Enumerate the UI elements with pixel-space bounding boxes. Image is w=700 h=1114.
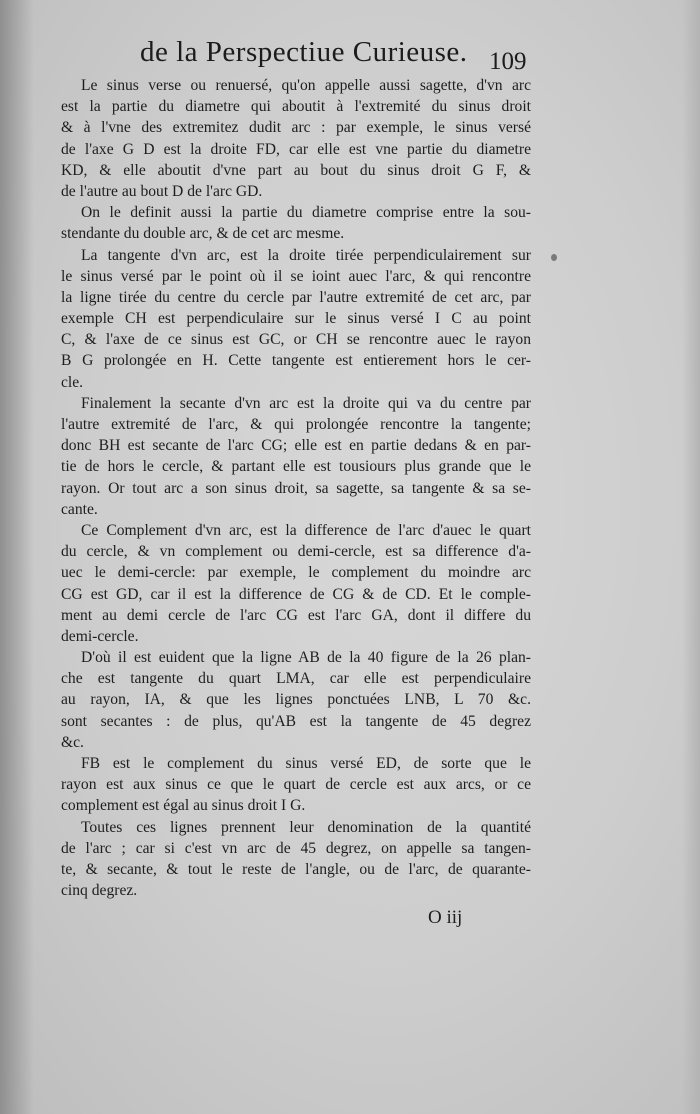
text-line: te, & secante, & tout le reste de l'angle, ou de l'arc, de quarante- xyxy=(61,860,531,878)
text-line: FB est le complement du sinus versé ED, de sorte que le xyxy=(81,755,531,772)
text-line: rayon est aux sinus ce que le quart de cercle est aux arcs, or ce xyxy=(61,776,531,794)
text-line: de l'autre au bout D de l'arc GD. xyxy=(61,182,263,200)
text-line: B G prolongée en H. Cette tangente est entierement hors le cer- xyxy=(61,352,531,370)
text-line: stendante du double arc, & de cet arc mesme. xyxy=(61,225,345,243)
text-line: che est tangente du quart LMA, car elle est perpendiculaire xyxy=(61,670,531,688)
text-line: au rayon, IA, & que les lignes ponctuées LNB, L 70 &c. xyxy=(61,691,531,709)
text-line: cante. xyxy=(61,500,98,518)
ink-spot xyxy=(551,254,557,261)
paragraph xyxy=(61,753,531,817)
text-line: complement est égal au sinus droit I G. xyxy=(61,797,306,815)
text-line: exemple CH est perpendiculaire sur le sinus versé I C au point xyxy=(61,310,531,328)
text-line: Le sinus verse ou renuersé, qu'on appelle aussi sagette, d'vn arc xyxy=(81,77,531,94)
text-line: Toutes ces lignes prennent leur denomination de la quantité xyxy=(81,818,531,836)
paragraph xyxy=(61,245,531,393)
text-line: On le definit aussi la partie du diametre comprise entre la sou- xyxy=(81,204,531,222)
text-line: donc BH est secante de l'arc CG; elle est en partie dedans & en par- xyxy=(61,437,531,455)
text-line: & à l'vne des extremitez dudit arc : par exemple, le sinus versé xyxy=(61,119,531,137)
text-line: de l'arc ; car si c'est vn arc de 45 degrez, on appelle sa tangen- xyxy=(61,839,531,857)
text-line: CG est GD, car il est la difference de CG & de CD. Et le comple- xyxy=(61,585,531,603)
page-number: 109 xyxy=(489,48,527,75)
text-line: C, & l'axe de ce sinus est GC, or CH se rencontre auec le rayon xyxy=(61,331,531,349)
text-line: de l'axe G D est la droite FD, car elle est vne partie du diametre xyxy=(61,140,531,158)
text-line: demi-cercle. xyxy=(61,627,139,645)
text-line: l'autre extremité de l'arc, & qui prolongée rencontre la tangente; xyxy=(61,416,531,433)
text-line: D'où il est euident que la ligne AB de la 40 figure de la 26 plan- xyxy=(81,649,531,667)
body-text xyxy=(61,75,531,901)
running-title: de la Perspectiue Curieuse. xyxy=(140,36,468,68)
paragraph xyxy=(61,817,531,902)
text-line: cinq degrez. xyxy=(61,882,138,900)
text-line: Finalement la secante d'vn arc est la droite qui va du centre par xyxy=(81,394,531,412)
text-line: la ligne tirée du centre du cercle par l'autre extremité de cet arc, par xyxy=(61,288,531,306)
text-line: le sinus versé par le point où il se ioint auec l'arc, & qui rencontre xyxy=(61,267,531,285)
text-line: KD, & elle aboutit d'vne part au bout du sinus droit G F, & xyxy=(61,161,531,179)
text-line: sont secantes : de plus, qu'AB est la tangente de 45 degrez xyxy=(61,712,531,730)
text-line: La tangente d'vn arc, est la droite tirée perpendiculairement sur xyxy=(81,246,531,264)
text-line: ment au demi cercle de l'arc CG est l'arc GA, dont il differe du xyxy=(61,606,531,624)
paragraph xyxy=(61,202,531,244)
text-line: est la partie du diametre qui aboutit à l'extremité du sinus droit xyxy=(61,98,531,116)
text-line: &c. xyxy=(61,733,84,751)
text-line: du cercle, & vn complement ou demi-cercle, est sa difference d'a- xyxy=(61,543,531,561)
text-line: cle. xyxy=(61,373,84,391)
paragraph xyxy=(61,75,531,202)
paragraph xyxy=(61,393,531,520)
signature-mark: O iij xyxy=(428,907,463,928)
paragraph xyxy=(61,647,531,753)
text-line: Ce Complement d'vn arc, est la difference de l'arc d'auec le quart xyxy=(81,521,531,539)
text-line: uec le demi-cercle: par exemple, le complement du moindre arc xyxy=(61,564,531,582)
text-line: rayon. Or tout arc a son sinus droit, sa sagette, sa tangente & sa se- xyxy=(61,479,531,497)
text-line: tie de hors le cercle, & partant elle est tousiours plus grande que le xyxy=(61,458,531,476)
paragraph xyxy=(61,520,531,647)
